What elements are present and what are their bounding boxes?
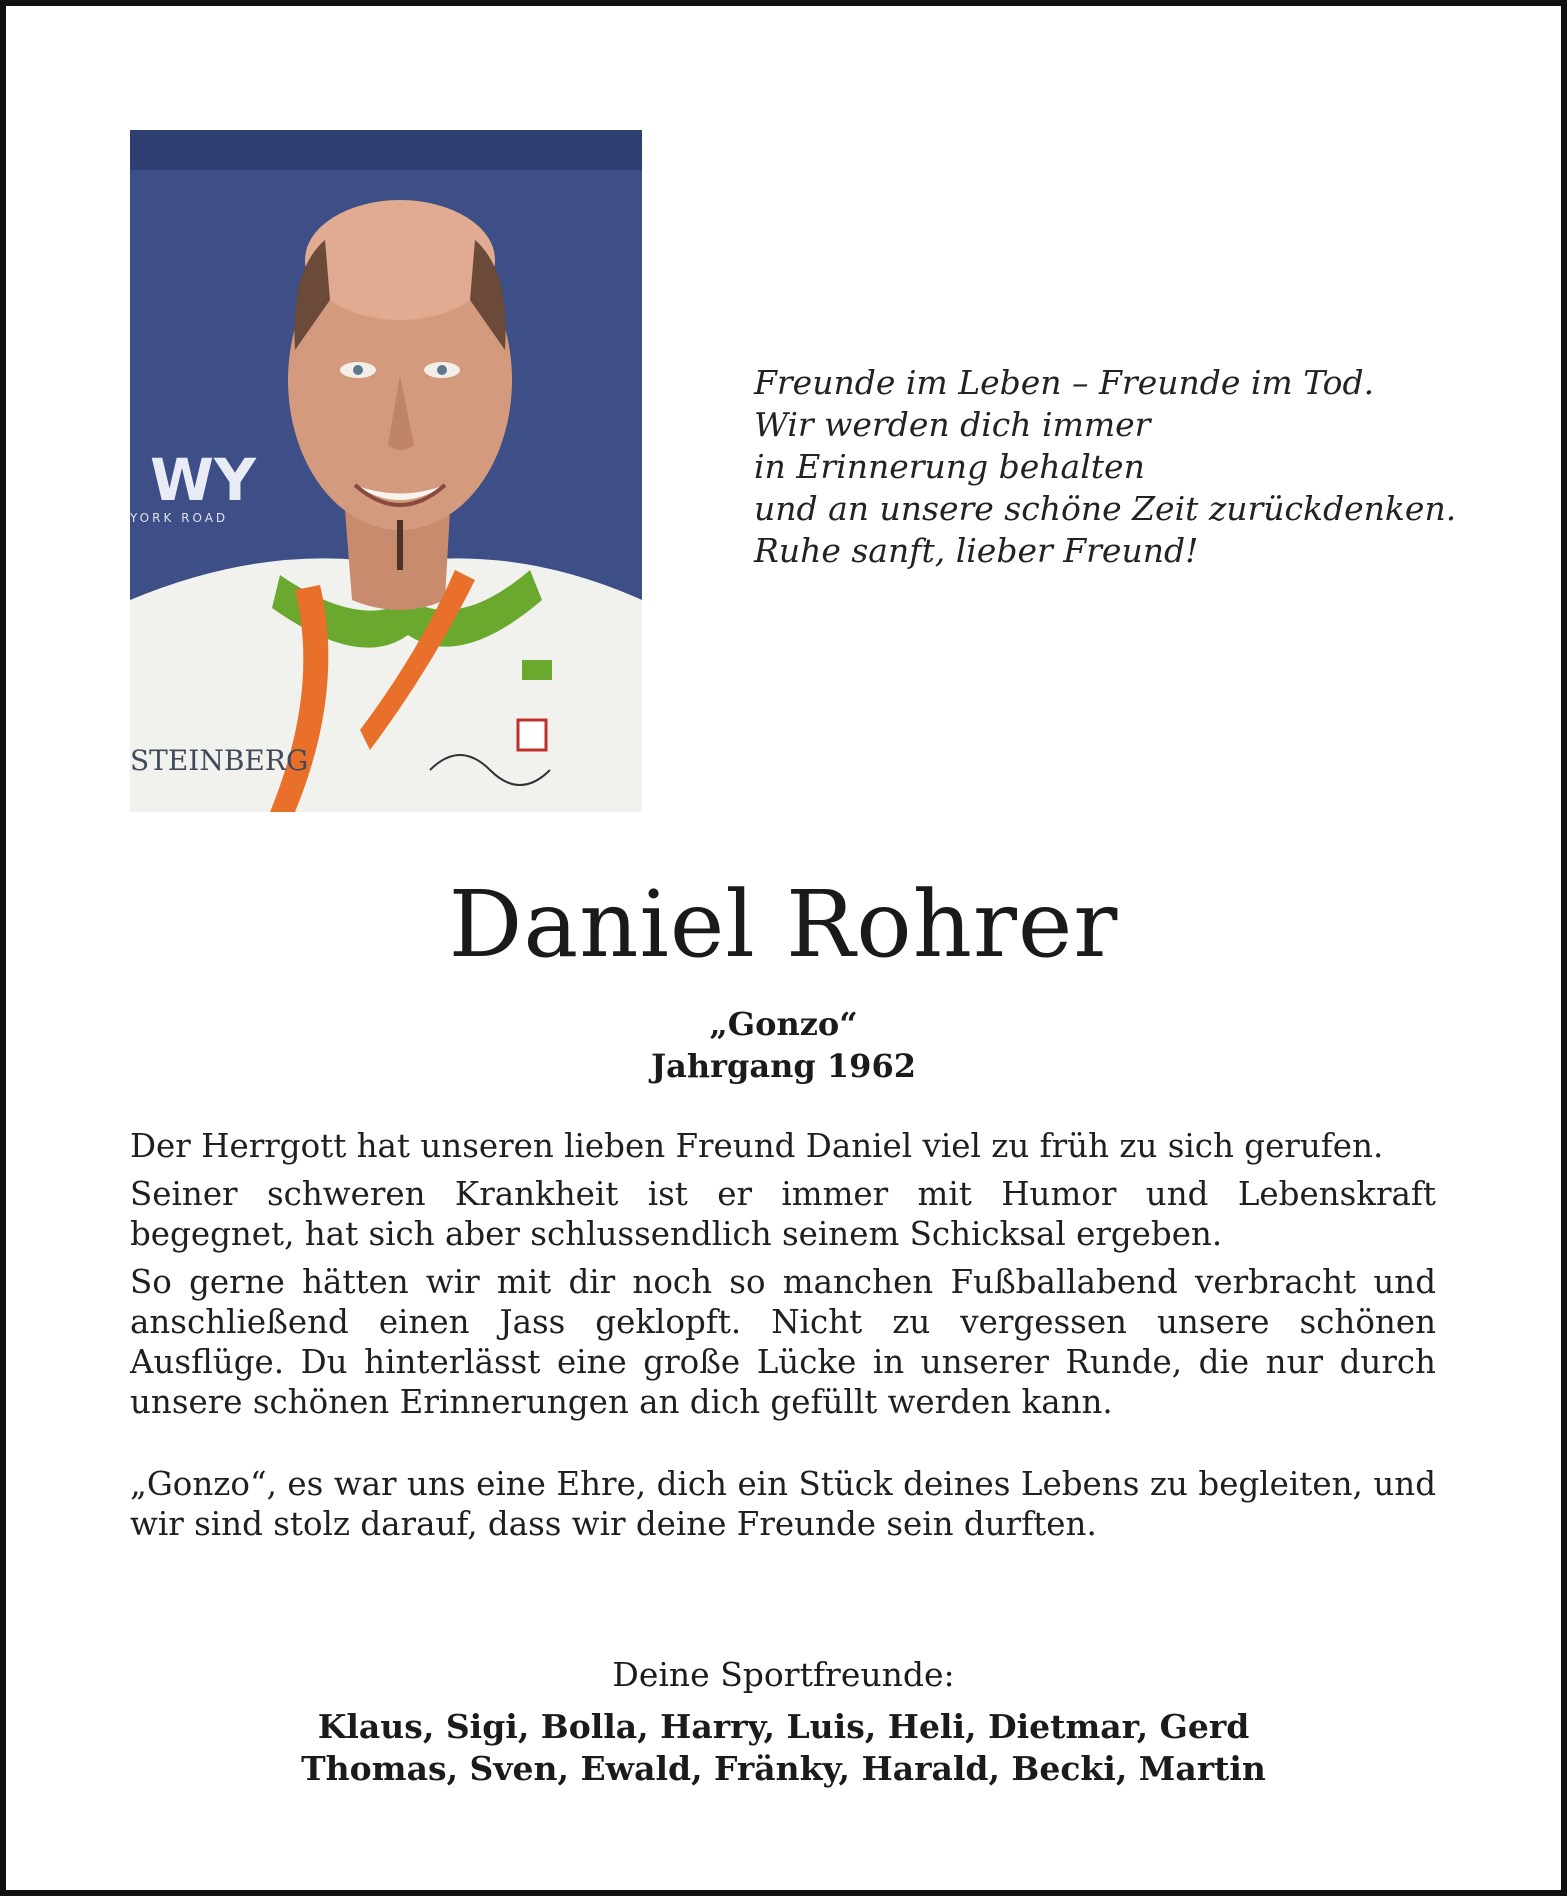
- signatories-line: Thomas, Sven, Ewald, Fränky, Harald, Becki, Martin: [301, 1749, 1266, 1788]
- obituary-paragraph: „Gonzo“, es war uns eine Ehre, dich ein Stück deines Lebens zu begleiten, und wir sind stolz darauf, dass wir deine Freunde sein durften.: [130, 1465, 1436, 1543]
- deceased-nickname: „Gonzo“: [709, 1005, 858, 1043]
- quote-line: in Erinnerung behalten: [754, 447, 1145, 486]
- deceased-name: Daniel Rohrer: [448, 871, 1119, 978]
- backdrop-road-text: YORK ROAD: [130, 511, 229, 525]
- sponsor-text: STEINBERG: [130, 744, 309, 777]
- signatories: [0, 1706, 1567, 1790]
- portrait-photo: [130, 130, 642, 812]
- quote-line: Wir werden dich immer: [754, 405, 1151, 444]
- obituary-paragraph: So gerne hätten wir mit dir noch so manchen Fußballabend verbracht und anschließend einen Jass geklopft. Nicht zu vergessen unsere schönen Ausflüge. Du hinterlässt eine große Lücke in unserer Runde, die nur durch unsere schönen Erinnerungen an dich gefüllt werden kann.: [130, 1263, 1436, 1421]
- signatories-line: Klaus, Sigi, Bolla, Harry, Luis, Heli, Dietmar, Gerd: [317, 1707, 1250, 1746]
- obituary-paragraph: Der Herrgott hat unseren lieben Freund Daniel viel zu früh zu sich gerufen.: [130, 1127, 1384, 1165]
- obituary-text: [130, 1126, 1436, 1552]
- signoff-label: Deine Sportfreunde:: [612, 1655, 955, 1694]
- quote-line: Ruhe sanft, lieber Freund!: [754, 531, 1199, 570]
- backdrop-logo-text: WY: [150, 446, 256, 514]
- obituary-paragraph: Seiner schweren Krankheit ist er immer mit Humor und Lebenskraft begegnet, hat sich aber schlussendlich seinem Schicksal ergeben.: [130, 1175, 1436, 1253]
- quote-line: und an unsere schöne Zeit zurückdenken.: [754, 489, 1457, 528]
- birth-year: Jahrgang 1962: [651, 1047, 916, 1085]
- memorial-quote: [754, 362, 1514, 572]
- quote-line: Freunde im Leben – Freunde im Tod.: [754, 363, 1375, 402]
